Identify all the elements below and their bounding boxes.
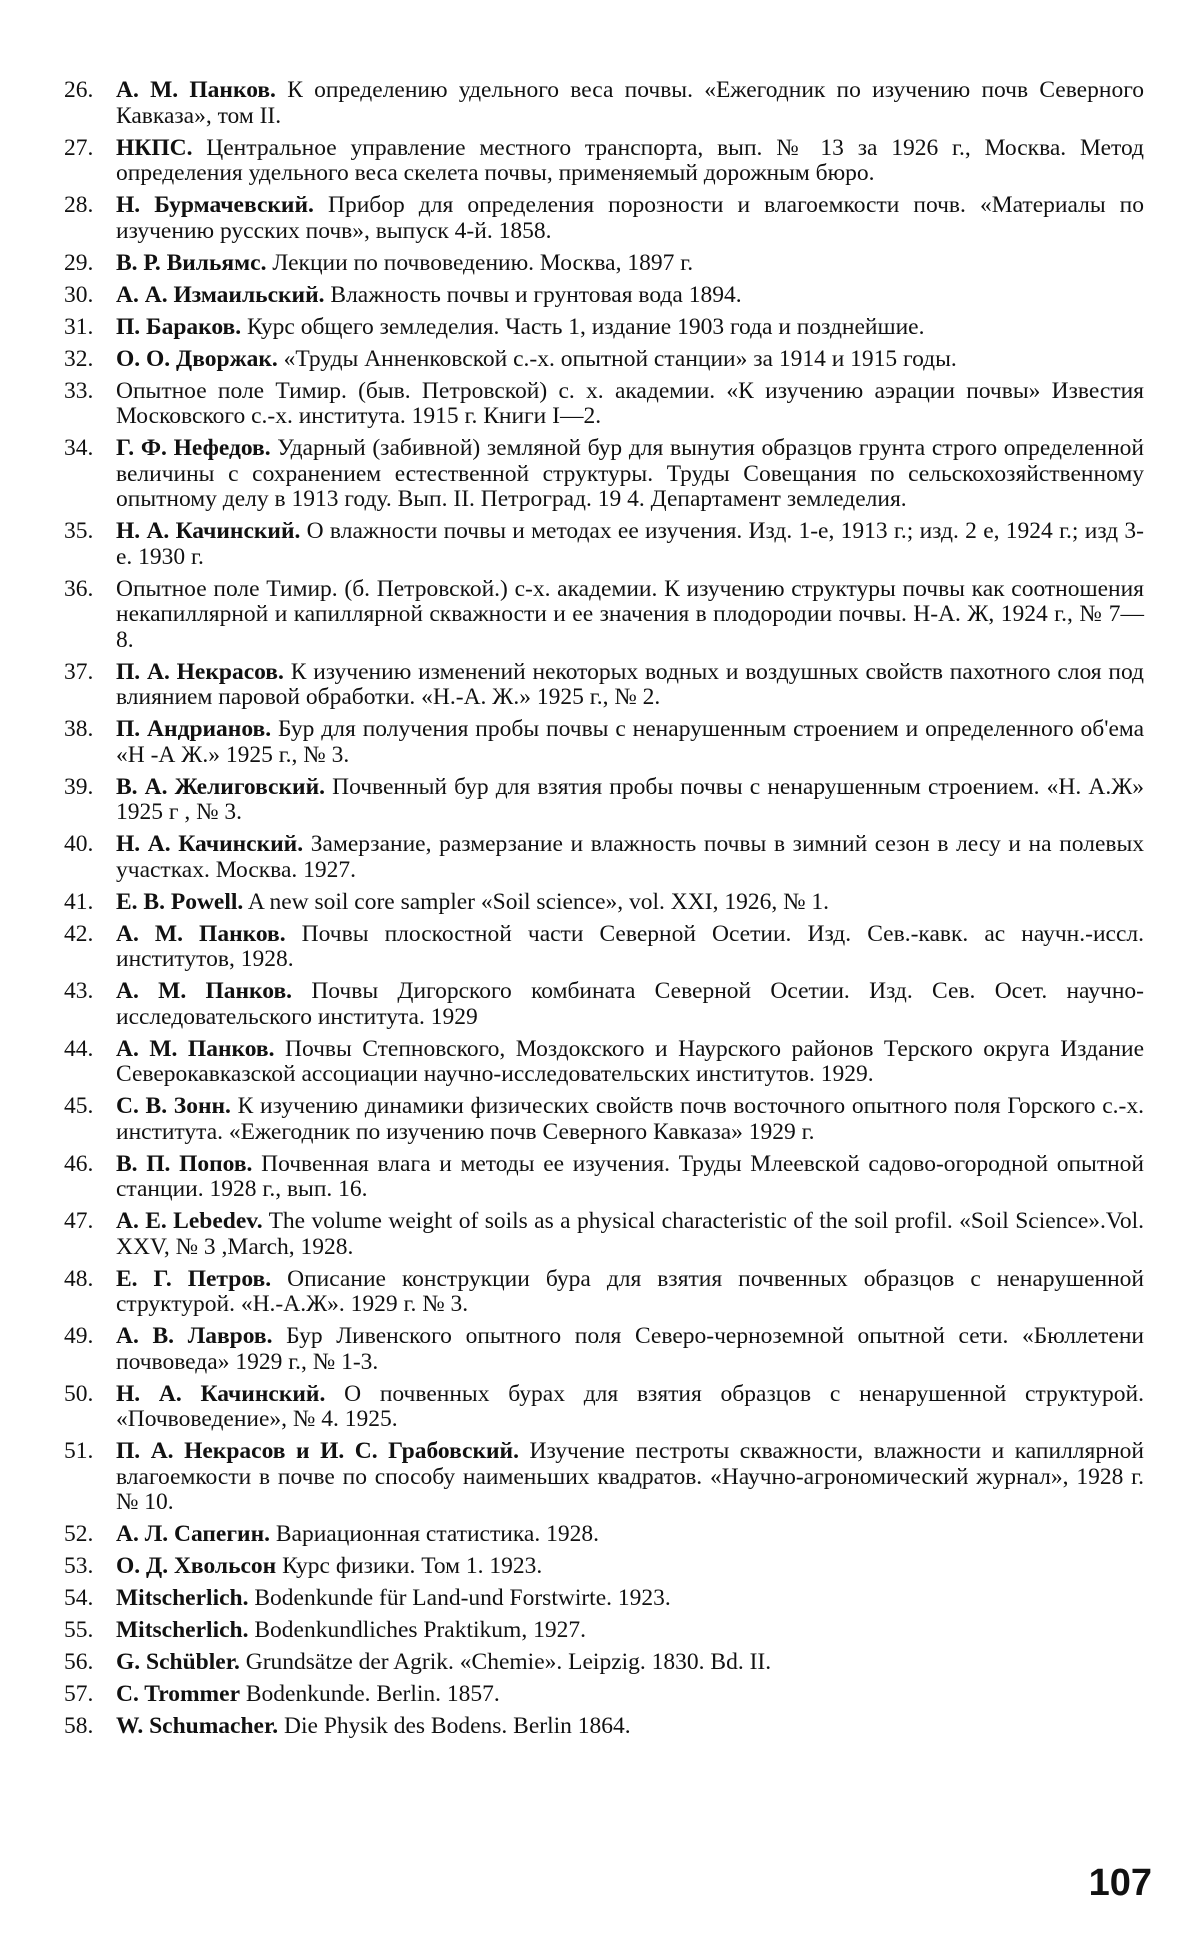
reference-item — [64, 1382, 1144, 1433]
reference-body — [116, 775, 1144, 826]
reference-body — [116, 832, 1144, 883]
reference-text: Опытное поле Тимир. (быв. Петровской) с. х. академии. «К изучению аэрации почвы» Известия Московского с.-х. института. 1915 г. Книги I—2. — [116, 377, 1144, 429]
reference-author: A. E. Lebedev. — [116, 1208, 263, 1234]
reference-author: G. Schübler. — [116, 1649, 240, 1675]
reference-author: В. Р. Вильямс. — [116, 249, 267, 276]
reference-text: К изучению динамики физических свойств почв восточного опытного поля Горского с.-х. института. «Ежегодник по изучению почв Северного Кавказа» 1929 г. — [116, 1093, 1145, 1145]
reference-item — [64, 660, 1144, 711]
reference-item — [64, 379, 1144, 430]
reference-body — [116, 1267, 1144, 1318]
reference-item — [64, 1209, 1144, 1260]
reference-number: 38. — [64, 716, 94, 742]
reference-item — [64, 717, 1144, 768]
reference-body — [116, 1382, 1144, 1433]
reference-author: А. М. Панков. — [116, 1035, 275, 1062]
reference-text: Grundsätze der Agrik. «Chemie». Leipzig. 1830. Bd. II. — [245, 1649, 772, 1675]
reference-author: НКПС. — [116, 134, 193, 161]
reference-number: 55. — [64, 1617, 94, 1643]
reference-author: О. О. Дворжак. — [116, 345, 278, 372]
reference-body — [116, 1522, 1144, 1548]
reference-number: 46. — [64, 1150, 94, 1177]
reference-author: В. А. Желиговский. — [116, 773, 325, 800]
reference-item — [64, 1586, 1144, 1612]
reference-body — [116, 136, 1144, 187]
reference-number: 29. — [64, 249, 94, 276]
reference-author: Е. Г. Петров. — [116, 1265, 272, 1292]
reference-item — [64, 890, 1144, 916]
reference-number: 30. — [64, 281, 94, 308]
reference-body — [116, 1554, 1144, 1580]
reference-text: Опытное поле Тимир. (б. Петровской.) с-х. академии. К изучению структуры почвы как соотношения некапиллярной и капиллярной скважности и ее значения в плодородии почвы. Н-А. Ж, 1924 г., № 7—8. — [116, 575, 1144, 653]
reference-number: 43. — [64, 978, 94, 1004]
reference-number: 58. — [64, 1713, 94, 1739]
reference-author: А. М. Панков. — [116, 978, 293, 1004]
reference-item — [64, 1037, 1144, 1088]
reference-body — [116, 1152, 1144, 1203]
reference-text: Центральное управление местного транспорта, вып. № 13 за 1926 г., Москва. Метод определения удельного веса скелета почвы, применяемый дорожным бюро. — [116, 134, 1144, 186]
reference-body — [116, 922, 1144, 973]
reference-text: Почвы Степновского, Моздокского и Наурского районов Терского округа Издание Северокавказской ассоциации научно-исследовательских институтов. 1929. — [116, 1035, 1145, 1087]
reference-number: 37. — [64, 658, 94, 685]
reference-author: П. Андрианов. — [116, 716, 272, 742]
reference-number: 45. — [64, 1093, 94, 1119]
reference-body — [116, 1037, 1144, 1088]
reference-number: 48. — [64, 1265, 94, 1292]
reference-item — [64, 1650, 1144, 1676]
reference-text: Почвы Дигорского комбината Северной Осетии. Изд. Сев. Осет. научно-исследовательского института. 1929 — [116, 978, 1145, 1030]
reference-body — [116, 1439, 1144, 1516]
reference-number: 27. — [64, 134, 94, 161]
reference-text: Почвенный бур для взятия пробы почвы с ненарушенным строением. «Н. А.Ж» 1925 г , № 3. — [116, 773, 1145, 825]
reference-text: Bodenkunde für Land-und Forstwirte. 1923. — [254, 1585, 671, 1611]
reference-text: «Труды Анненковской с.-х. опытной станции» за 1914 и 1915 годы. — [283, 345, 957, 372]
reference-author: Н. Бурмачевский. — [116, 192, 314, 218]
reference-number: 40. — [64, 831, 94, 857]
reference-number: 53. — [64, 1553, 94, 1579]
reference-item — [64, 1094, 1144, 1145]
reference-body — [116, 717, 1144, 768]
reference-body — [116, 251, 1144, 277]
reference-author: Mitscherlich. — [116, 1617, 249, 1643]
reference-body — [116, 315, 1144, 341]
reference-body — [116, 1324, 1144, 1375]
reference-item — [64, 436, 1144, 513]
reference-number: 36. — [64, 575, 94, 602]
reference-author: О. Д. Хвольсон — [116, 1553, 277, 1579]
reference-number: 33. — [64, 377, 94, 404]
reference-text: О влажности почвы и методах ее изучения. Изд. 1-е, 1913 г.; изд. 2 е, 1924 г.; изд 3-е. 1930 г. — [116, 518, 1144, 570]
reference-text: Die Physik des Bodens. Berlin 1864. — [284, 1713, 631, 1739]
reference-author: П. А. Некрасов. — [116, 658, 284, 685]
reference-body — [116, 1209, 1144, 1260]
reference-number: 34. — [64, 435, 94, 461]
reference-body — [116, 1618, 1144, 1644]
reference-author: П. Бараков. — [116, 313, 242, 340]
reference-item — [64, 136, 1144, 187]
reference-author: А. А. Измаильский. — [116, 281, 325, 308]
reference-text: Bodenkunde. Berlin. 1857. — [245, 1681, 500, 1707]
reference-item — [64, 1682, 1144, 1708]
reference-item — [64, 347, 1144, 373]
reference-text: Курс общего земледелия. Часть 1, издание 1903 года и позднейшие. — [246, 313, 925, 340]
reference-item — [64, 193, 1144, 244]
reference-body — [116, 283, 1144, 309]
reference-number: 51. — [64, 1438, 94, 1464]
reference-item — [64, 315, 1144, 341]
page-number: 107 — [1088, 1862, 1152, 1904]
reference-text: Вариационная статистика. 1928. — [275, 1521, 599, 1547]
reference-author: W. Schumacher. — [116, 1713, 279, 1739]
reference-text: К изучению изменений некоторых водных и воздушных свойств пахотного слоя под влиянием паровой обработки. «Н.-А. Ж.» 1925 г., № 2. — [116, 658, 1145, 710]
reference-number: 42. — [64, 920, 94, 947]
reference-body — [116, 660, 1144, 711]
reference-text: Почвенная влага и методы ее изучения. Труды Млеевской садово-огородной опытной станции. 1928 г., вып. 16. — [116, 1150, 1144, 1202]
reference-body — [116, 577, 1144, 654]
reference-item — [64, 283, 1144, 309]
reference-number: 56. — [64, 1649, 94, 1675]
reference-item — [64, 78, 1144, 129]
reference-body — [116, 193, 1144, 244]
reference-text: Bodenkundliches Praktikum, 1927. — [254, 1617, 586, 1643]
reference-number: 35. — [64, 518, 94, 544]
reference-item — [64, 1152, 1144, 1203]
reference-text: Бур Ливенского опытного поля Северо-черноземной опытной сети. «Бюллетени почвоведа» 1929 г., № 1-3. — [116, 1323, 1144, 1375]
reference-item — [64, 922, 1144, 973]
reference-author: П. А. Некрасов и И. С. Грабовский. — [116, 1438, 519, 1464]
reference-number: 44. — [64, 1035, 94, 1062]
reference-body — [116, 436, 1144, 513]
reference-number: 32. — [64, 345, 94, 372]
reference-body — [116, 347, 1144, 373]
reference-number: 39. — [64, 773, 94, 800]
reference-author: Н. А. Качинский. — [116, 1380, 326, 1407]
reference-author: C. Trommer — [116, 1681, 240, 1707]
reference-body — [116, 1682, 1144, 1708]
reference-number: 31. — [64, 313, 94, 340]
reference-text: Почвы плоскостной части Северной Осетии. Изд. Сев.-кавк. ас научн.-иссл. институтов, 1928. — [116, 920, 1144, 972]
reference-body — [116, 78, 1144, 129]
reference-text: Курс физики. Том 1. 1923. — [282, 1553, 543, 1579]
reference-text: A new soil core sampler «Soil science», vol. XXI, 1926, № 1. — [247, 888, 829, 915]
reference-text: Влажность почвы и грунтовая вода 1894. — [330, 281, 742, 308]
reference-item — [64, 979, 1144, 1030]
reference-number: 28. — [64, 192, 94, 218]
reference-author: Mitscherlich. — [116, 1585, 249, 1611]
reference-item — [64, 1439, 1144, 1516]
reference-body — [116, 1586, 1144, 1612]
reference-number: 54. — [64, 1585, 94, 1611]
reference-number: 57. — [64, 1681, 94, 1707]
reference-text: Замерзание, размерзание и влажность почвы в зимний сезон в лесу и на полевых участках. Москва. 1927. — [116, 831, 1145, 883]
reference-body — [116, 1094, 1144, 1145]
reference-item — [64, 1267, 1144, 1318]
reference-text: Ударный (забивной) земляной бур для вынутия образцов грунта строго определенной величины с сохранением естественной структуры. Труды Совещания по сельскохозяйственному опытному делу в 1913 году. Вып. II. Петроград. 19 4. Департамент земледелия. — [116, 435, 1145, 512]
reference-number: 50. — [64, 1380, 94, 1407]
reference-author: А. М. Панков. — [116, 920, 286, 947]
reference-body — [116, 379, 1144, 430]
reference-text: Описание конструкции бура для взятия почвенных образцов с ненарушенной структурой. «Н.-А.Ж». 1929 г. № 3. — [116, 1265, 1145, 1317]
reference-item — [64, 577, 1144, 654]
reference-author: E. B. Powell. — [116, 888, 244, 915]
reference-item — [64, 1324, 1144, 1375]
reference-item — [64, 1714, 1144, 1740]
reference-author: Н. А. Качинский. — [116, 518, 301, 544]
reference-body — [116, 519, 1144, 570]
reference-item — [64, 1618, 1144, 1644]
reference-text: Бур для получения пробы почвы с ненарушенным строением и определенного об'ема «Н -А Ж.» 1925 г., № 3. — [116, 716, 1145, 768]
reference-item — [64, 775, 1144, 826]
reference-number: 52. — [64, 1521, 94, 1547]
reference-body — [116, 979, 1144, 1030]
reference-author: А. Л. Сапегин. — [116, 1521, 270, 1547]
reference-list — [64, 78, 1144, 1746]
reference-text: О почвенных бурах для взятия образцов с ненарушенной структурой. «Почвоведение», № 4. 1925. — [116, 1380, 1145, 1432]
reference-text: Изучение пестроты скважности, влажности и капиллярной влагоемкости в почве по способу наименьших квадратов. «Научно-агрономический журнал», 1928 г. № 10. — [116, 1438, 1144, 1515]
reference-number: 41. — [64, 888, 94, 915]
reference-body — [116, 1714, 1144, 1740]
reference-item — [64, 832, 1144, 883]
reference-text: Прибор для определения порозности и влагоемкости почв. «Материалы по изучению русских почв», выпуск 4-й. 1858. — [116, 192, 1145, 244]
reference-item — [64, 251, 1144, 277]
reference-item — [64, 1554, 1144, 1580]
reference-item — [64, 519, 1144, 570]
reference-text: Лекции по почвоведению. Москва, 1897 г. — [272, 249, 694, 276]
reference-body — [116, 1650, 1144, 1676]
reference-text: К определению удельного веса почвы. «Ежегодник по изучению почв Северного Кавказа», том II. — [116, 77, 1144, 129]
reference-author: В. П. Попов. — [116, 1150, 253, 1177]
reference-author: Г. Ф. Нефедов. — [116, 435, 271, 461]
reference-body — [116, 890, 1144, 916]
reference-author: А. М. Панков. — [116, 77, 276, 103]
reference-number: 26. — [64, 77, 94, 103]
reference-item — [64, 1522, 1144, 1548]
reference-author: А. В. Лавров. — [116, 1323, 273, 1349]
reference-text: The volume weight of soils as a physical characteristic of the soil profil. «Soil Science».Vol. XXV, № 3 ,March, 1928. — [116, 1208, 1144, 1260]
reference-number: 49. — [64, 1323, 94, 1349]
reference-author: Н. А. Качинский. — [116, 831, 304, 857]
reference-number: 47. — [64, 1208, 94, 1234]
reference-author: С. В. Зонн. — [116, 1093, 231, 1119]
